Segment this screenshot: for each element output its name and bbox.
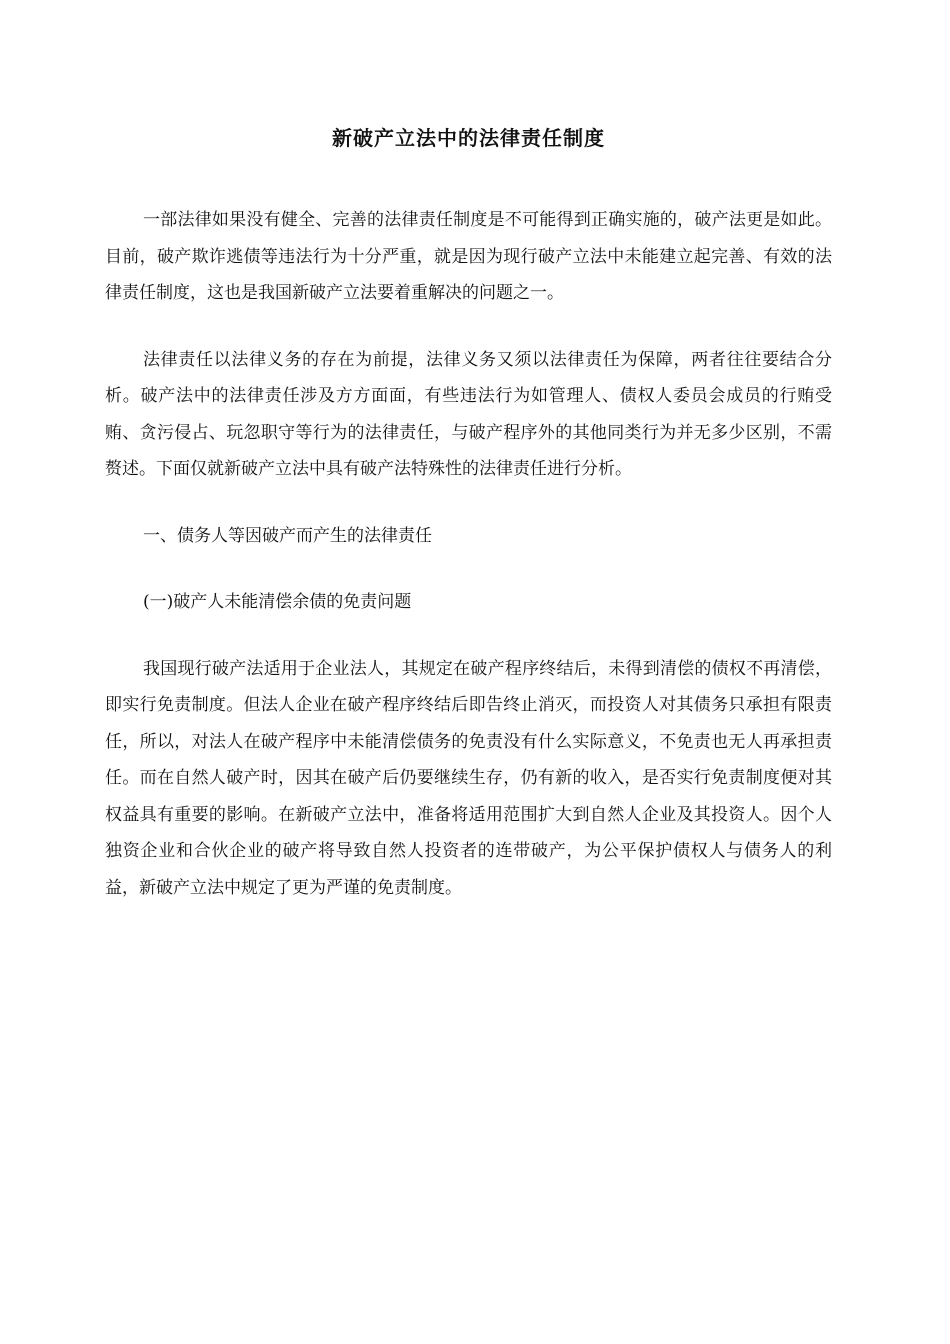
- spacer: [105, 554, 832, 584]
- spacer: [105, 621, 832, 651]
- spacer: [105, 154, 832, 202]
- document-title: 新破产立法中的法律责任制度: [332, 126, 605, 150]
- subsection-heading: (一)破产人未能清偿余债的免责问题: [143, 592, 412, 612]
- spacer: [105, 488, 832, 518]
- paragraph-legal-liability: 法律责任以法律义务的存在为前提，法律义务又须以法律责任为保障，两者往往要结合分析。破产法中的法律责任涉及方方面面，有些违法行为如管理人、债权人委员会成员的行贿受贿、贪污侵占、玩忽职守等行为的法律责任，与破产程序外的其他同类行为并无多少区别，不需赘述。下面仅就新破产立法中具有破产法特殊性的法律责任进行分析。: [105, 349, 832, 479]
- section-heading: 一、债务人等因破产而产生的法律责任: [143, 525, 432, 546]
- paragraph-intro: 一部法律如果没有健全、完善的法律责任制度是不可能得到正确实施的，破产法更是如此。目前，破产欺诈逃债等违法行为十分严重，就是因为现行破产立法中未能建立起完善、有效的法律责任制度，这也是我国新破产立法要着重解决的问题之一。: [105, 210, 832, 303]
- spacer: [105, 312, 832, 342]
- paragraph-discharge: 我国现行破产法适用于企业法人，其规定在破产程序终结后，未得到清偿的债权不再清偿，即实行免责制度。但法人企业在破产程序终结后即告终止消灭，而投资人对其债务只承担有限责任，所以，对法人在破产程序中未能清偿债务的免责没有什么实际意义，不免责也无人再承担责任。而在自然人破产时，因其在破产后仍要继续生存，仍有新的收入，是否实行免责制度便对其权益具有重要的影响。在新破产立法中，准备将适用范围扩大到自然人企业及其投资人。因个人独资企业和合伙企业的破产将导致自然人投资者的连带破产，为公平保护债权人与债务人的利益，新破产立法中规定了更为严谨的免责制度。: [105, 658, 832, 898]
